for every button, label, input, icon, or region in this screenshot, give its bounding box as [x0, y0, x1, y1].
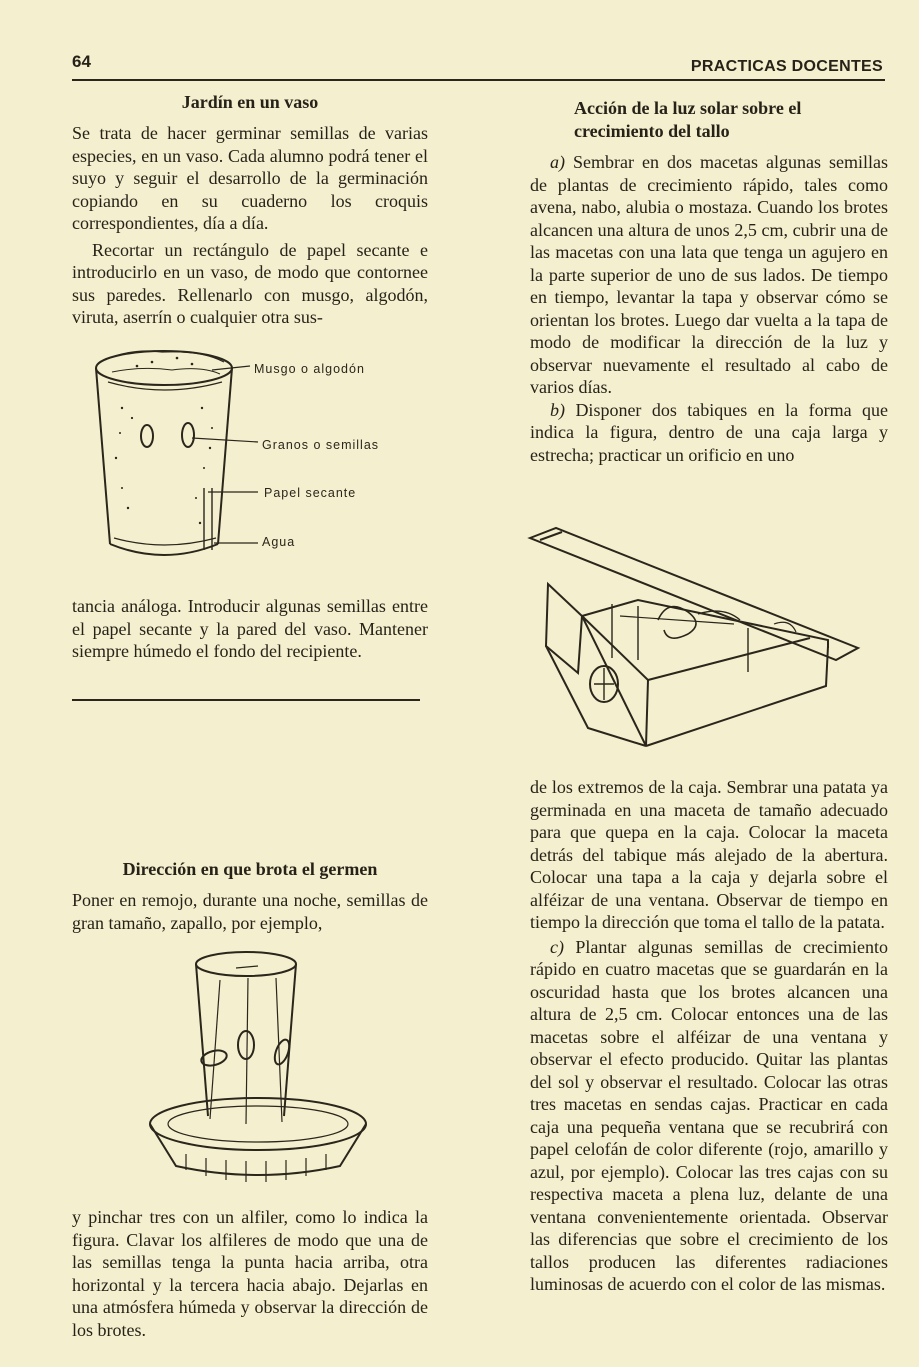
- figure-label-agua: Agua: [262, 535, 296, 549]
- section-direccion: [72, 858, 428, 934]
- section-accion-luz-cont: [530, 776, 888, 1296]
- figure-label-papel: Papel secante: [264, 486, 357, 500]
- section-title-accion: Acción de la luz solar sobre el crecimiento del tallo: [574, 98, 802, 141]
- item-text: Sembrar en dos macetas algunas semillas de plantas de crecimiento rápido, tales como avena, nabo, alubia o mostaza. Cuando los brotes alcancen una altura de unos 2,5 cm, cubrir una de las macetas con una lata que tenga un agujero en la parte superior de uno de sus lados. De tiempo en tiempo, levantar la tapa y observar cómo se orientan los brotes. Luego dar vuelta a la tapa de modo de modificar la dirección de la luz y observar nuevamente el resultado al cabo de varios días.: [530, 152, 888, 397]
- item-a: [530, 151, 888, 399]
- section-jardin-cont: [72, 595, 428, 663]
- running-title: PRACTICAS DOCENTES: [690, 58, 883, 75]
- paragraph: tancia análoga. Introducir algunas semillas entre el papel secante y la pared del vaso. Mantener siempre húmedo el fondo del recipiente.: [72, 596, 428, 661]
- figure-label-musgo: Musgo o algodón: [254, 362, 365, 376]
- section-divider: [72, 699, 420, 701]
- item-letter: b): [550, 399, 565, 420]
- section-title-jardin: Jardín en un vaso: [181, 92, 319, 112]
- item-c: [530, 936, 888, 1296]
- section-title-direccion: Dirección en que brota el germen: [122, 859, 378, 879]
- figure-label-granos: Granos o semillas: [262, 438, 380, 452]
- item-text: Disponer dos tabiques en la forma que indica la figura, dentro de una caja larga y estrecha; practicar un orificio en uno: [530, 399, 888, 465]
- item-b: [530, 399, 888, 467]
- page-number: 64: [72, 52, 91, 71]
- paragraph: Poner en remojo, durante una noche, semillas de gran tamaño, zapallo, por ejemplo,: [72, 890, 428, 933]
- seed-glass-figure: [146, 944, 382, 1184]
- item-letter: c): [550, 936, 564, 957]
- item-text: Plantar algunas semillas de crecimiento rápido en cuatro macetas que se guardarán en la oscuridad hasta que los brotes alcancen una altura de 2,5 cm. Colocar entonces una de las macetas sobre el alféizar de una ventana y observar el efecto producido. Quitar las plantas del sol y observar el resultado. Colocar las otras tres macetas en sendas cajas. Practicar en cada caja una pequeña ventana que se recubrirá con papel celofán de color diferente (rojo, amarillo y azul, por ejemplo). Colocar las tres cajas con su respectiva maceta a plena luz, delante de una ventana convenientemente orientada. Observar las diferencias que sobre el crecimiento de los tallos producen las diferentes radiaciones luminosas de acuerdo con el color de las mismas.: [530, 936, 888, 1294]
- section-jardin: [72, 91, 428, 329]
- section-accion-luz: [530, 97, 888, 466]
- section-direccion-cont: [72, 1206, 428, 1341]
- box-figure: [528, 528, 864, 752]
- paragraph: y pinchar tres con un alfiler, como lo indica la figura. Clavar los alfileres de modo que una de las semillas tenga la punta hacia arriba, otra horizontal y la tercera hacia abajo. Dejarlas en una atmósfera húmeda y observar la dirección de los brotes.: [72, 1207, 428, 1340]
- paragraph: Se trata de hacer germinar semillas de varias especies, en un vaso. Cada alumno podrá tener el suyo y seguir el desarrollo de la germinación copiando en su cuaderno los croquis correspondientes, día a día.: [72, 123, 428, 233]
- item-b-cont: de los extremos de la caja. Sembrar una patata ya germinada en una maceta de tamaño adecuado para que quepa en la caja. Colocar la maceta detrás del tabique más alejado de la abertura. Colocar una tapa a la caja y dejarla sobre el alféizar de una ventana. Observar de tiempo en tiempo la dirección que toma el tallo de la patata.: [530, 777, 888, 932]
- paragraph: Recortar un rectángulo de papel secante e introducirlo en un vaso, de modo que contornee sus paredes. Rellenarlo con musgo, algodón, viruta, aserrín o cualquier otra sus-: [72, 239, 428, 327]
- item-letter: a): [550, 152, 565, 172]
- header-rule: [72, 79, 885, 81]
